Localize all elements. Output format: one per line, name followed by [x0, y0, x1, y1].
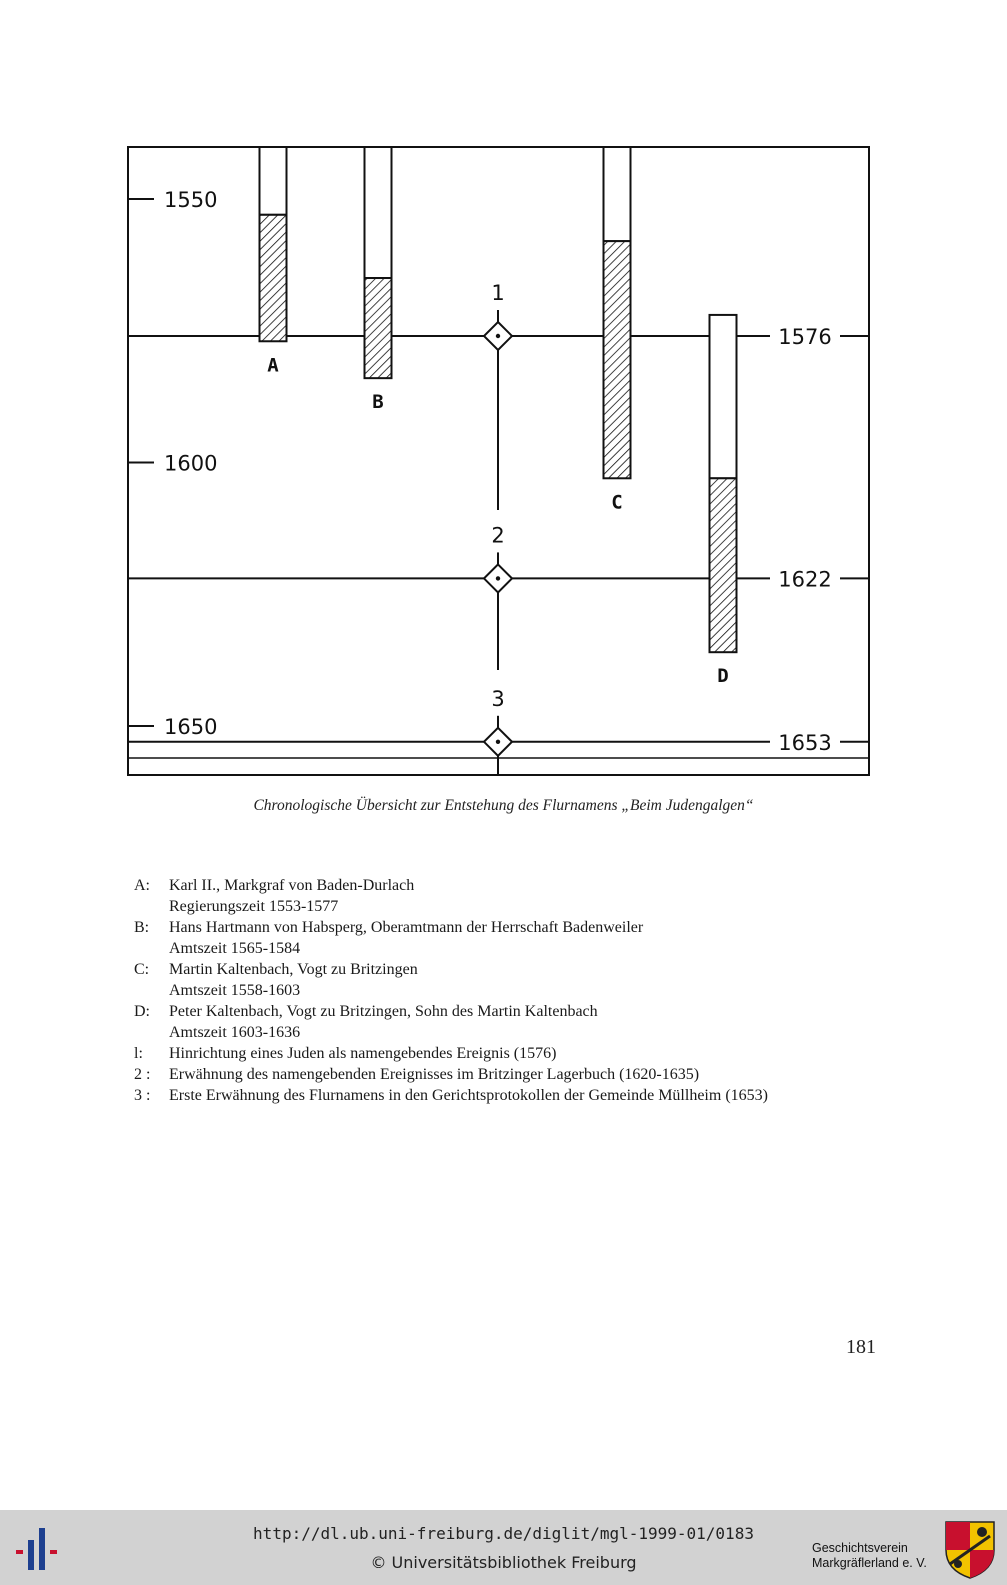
bar-label: A: [267, 354, 279, 377]
society-name-line-2: Markgräflerland e. V.: [812, 1556, 927, 1570]
event-dot: [496, 576, 500, 580]
event-number: 1: [491, 281, 505, 305]
right-year-label: 1576: [778, 325, 832, 349]
legend-text: Erwähnung des namengebenden Ereignisses im Britzinger Lagerbuch (1620-1635): [169, 1066, 700, 1083]
legend-list: [134, 875, 894, 1106]
viewer-footer: [0, 1510, 1007, 1585]
legend-text: Amtszeit 1565-1584: [169, 940, 301, 957]
left-year-label: 1550: [164, 187, 218, 212]
legend-entry: [134, 959, 894, 1001]
event-dot: [496, 740, 500, 744]
legend-key: D:: [134, 1003, 150, 1020]
legend-key: 2 :: [134, 1066, 151, 1083]
copyright-notice: © Universitätsbibliothek Freiburg: [370, 1553, 637, 1572]
society-name: [812, 1541, 927, 1571]
legend-entry: [134, 875, 894, 917]
left-year-label: 1600: [164, 451, 218, 476]
legend-key: C:: [134, 961, 150, 978]
legend-text: Amtszeit 1558-1603: [169, 982, 301, 999]
bar-unshaded-B: [365, 147, 392, 278]
legend-entry: [134, 917, 894, 959]
legend-entry: [134, 1043, 894, 1064]
right-year-label: 1622: [778, 567, 832, 592]
legend-key: B:: [134, 919, 150, 936]
bar-shaded-C: [604, 241, 631, 478]
figure-caption: Chronologische Übersicht zur Entstehung des Flurnamens „Beim Judengalgen“: [253, 797, 754, 814]
bar-unshaded-C: [604, 147, 631, 241]
bar-unshaded-D: [710, 315, 737, 478]
legend-entry: [134, 1085, 894, 1106]
page-number: 181: [846, 1336, 876, 1358]
right-year-label: 1653: [778, 730, 832, 755]
legend-key: A:: [134, 877, 150, 894]
legend-key: l:: [134, 1045, 143, 1062]
legend-text: Karl II., Markgraf von Baden-Durlach: [169, 877, 415, 894]
bar-unshaded-A: [260, 147, 287, 215]
event-number: 3: [491, 686, 505, 711]
legend-text: Erste Erwähnung des Flurnamens in den Gerichtsprotokollen der Gemeinde Müllheim (1653): [169, 1087, 768, 1104]
coat-of-arms-icon[interactable]: [944, 1520, 996, 1580]
chronology-diagram: [0, 0, 1007, 790]
legend-text: Martin Kaltenbach, Vogt zu Britzingen: [169, 961, 418, 978]
event-number: 2: [491, 523, 505, 548]
legend-text: Hinrichtung eines Juden als namengebendes Ereignis (1576): [169, 1045, 557, 1062]
bar-shaded-B: [365, 278, 392, 378]
bar-label: D: [717, 665, 729, 688]
legend-text: Regierungszeit 1553-1577: [169, 898, 339, 915]
society-name-line-1: Geschichtsverein: [812, 1541, 908, 1555]
legend-text: Peter Kaltenbach, Vogt zu Britzingen, Sohn des Martin Kaltenbach: [169, 1003, 598, 1020]
legend-text: Hans Hartmann von Habsperg, Oberamtmann der Herrschaft Badenweiler: [169, 919, 644, 936]
legend-key: 3 :: [134, 1087, 151, 1104]
bar-label: B: [372, 391, 384, 414]
legend-entry: [134, 1064, 894, 1085]
event-dot: [496, 334, 500, 338]
legend-entry: [134, 1001, 894, 1043]
bar-shaded-D: [710, 478, 737, 652]
left-year-label: 1650: [164, 714, 218, 739]
legend-text: Amtszeit 1603-1636: [169, 1024, 301, 1041]
bar-label: C: [611, 491, 623, 514]
document-url-link[interactable]: http://dl.ub.uni-freiburg.de/diglit/mgl-1999-01/0183: [253, 1524, 754, 1543]
bar-shaded-A: [260, 215, 287, 341]
